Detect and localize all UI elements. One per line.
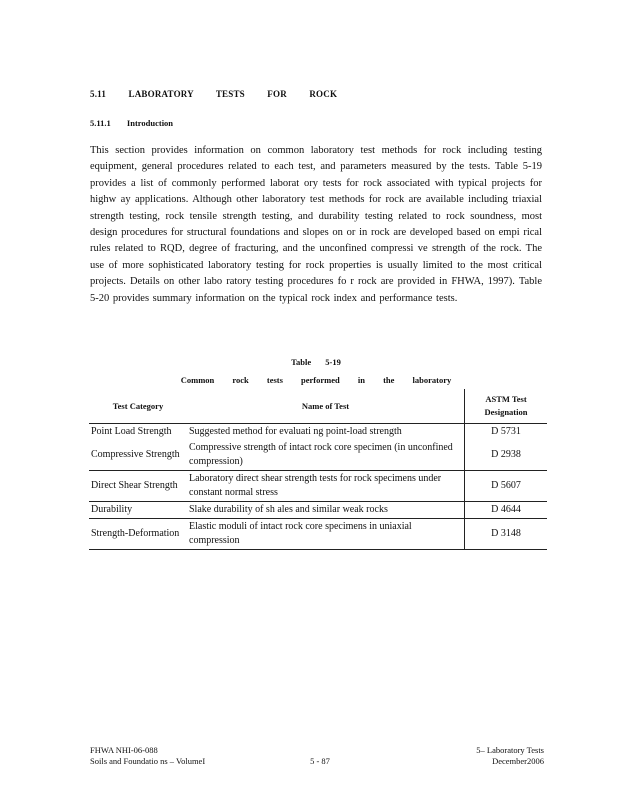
row-astm: D 5731 (465, 424, 548, 441)
footer-right (424, 745, 544, 767)
footer-chapter: 5– Laboratory Tests (476, 745, 544, 755)
table-row (89, 471, 547, 502)
subsection-number: 5.11.1 (90, 118, 111, 128)
section-number: 5.11 (90, 89, 107, 99)
row-category: Compressive Strength (89, 440, 187, 471)
footer-left (90, 745, 205, 767)
table-row (89, 440, 547, 471)
row-astm: D 5607 (465, 471, 548, 502)
row-test-name: Compressive strength of intact rock core specimen (in unconfined compression) (187, 440, 465, 471)
table-row (89, 502, 547, 519)
footer-page-number: 5 - 87 (310, 756, 330, 766)
row-category: Point Load Strength (91, 426, 172, 437)
header-name-of-test: Name of Test (187, 389, 465, 424)
body-paragraph: This section provides information on common laboratory test methods for rock including testing equipment, general procedures related to each test, and parameters measured by the tests. Table 5-19 provides a list of commonly performed laborat ory tests for rock associated with typical projects for highw ay applications. Although other laboratory test methods for rock are available including triaxial strength testing, rock tensile strength testing, and durability testing related to rock soundness, most design procedures for structural foundations and slopes on or in rock are developed based on empi rical rules related to RQD, degree of fracturing, and the unconfined compressi ve strength of the rock. The use of more sophisticated laboratory testing for rock properties is usually limited to the most critical projects. Details on other labo ratory testing procedures fo r rock are provided in FHWA, 1997). Table 5-20 provides summary information on the typical rock index and performance tests. (90, 145, 542, 304)
row-astm: D 4644 (465, 502, 548, 519)
row-test-name: Suggested method for evaluati ng point-load strength (189, 426, 402, 437)
section-title: LABORATORY TESTS FOR ROCK (128, 89, 338, 99)
table-row (89, 424, 547, 441)
footer-volume: Soils and Foundatio ns – VolumeI (90, 756, 206, 766)
row-astm: D 2938 (465, 440, 548, 471)
row-category: Direct Shear Strength (89, 471, 187, 502)
header-astm-designation: ASTM Test Designation (465, 389, 548, 424)
row-test-name: Elastic moduli of intact rock core specimens in uniaxial compression (187, 519, 465, 550)
row-category: Durability (89, 502, 187, 519)
subsection-title: Introduction (126, 118, 174, 128)
section-heading (90, 89, 337, 99)
footer-report-id: FHWA NHI-06-088 (90, 745, 158, 755)
table-header-row (89, 389, 547, 424)
table-caption-title: Common rock tests performed in the laboratory (180, 375, 452, 385)
row-test-name: Slake durability of sh ales and similar weak rocks (187, 502, 465, 519)
rock-tests-table (89, 389, 547, 550)
row-astm: D 3148 (465, 519, 548, 550)
table-caption-number: Table 5-19 (291, 357, 341, 367)
header-test-category: Test Category (89, 389, 187, 424)
row-category: Strength-Deformation (89, 519, 187, 550)
table-row (89, 519, 547, 550)
row-test-name: Laboratory direct shear strength tests for rock specimens under constant normal stress (187, 471, 465, 502)
footer-date: December2006 (492, 756, 544, 766)
subsection-heading (90, 118, 173, 128)
